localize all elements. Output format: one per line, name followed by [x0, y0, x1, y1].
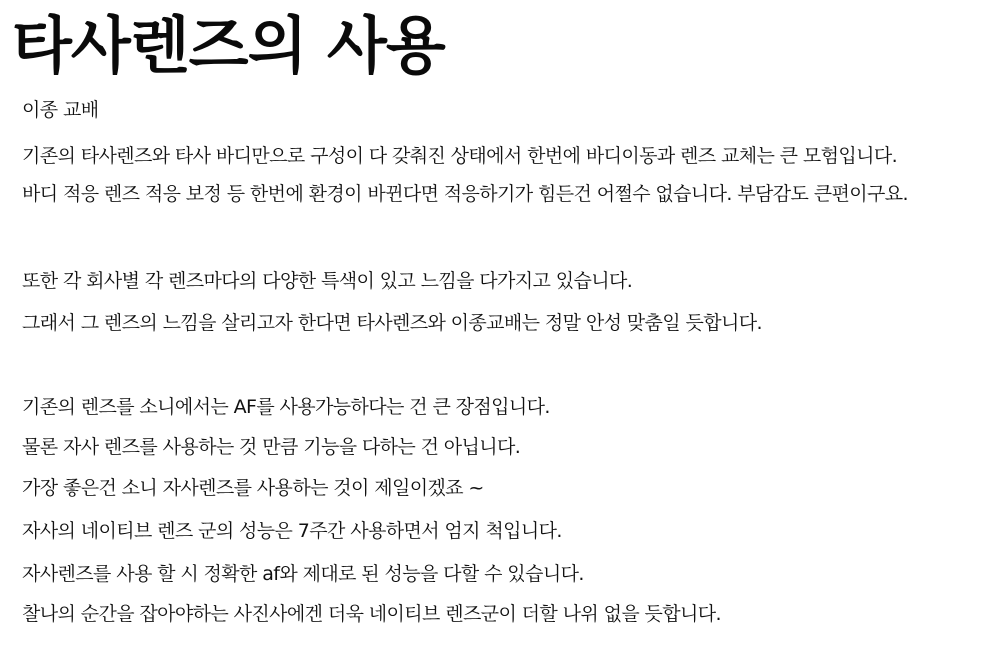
text-line-9: 자사의 네이티브 렌즈 군의 성능은 7주간 사용하면서 엄지 척입니다. — [22, 520, 562, 542]
text-line-10: 자사렌즈를 사용 할 시 정확한 af와 제대로 된 성능을 다할 수 있습니다. — [22, 563, 584, 585]
text-line-8: 가장 좋은건 소니 자사렌즈를 사용하는 것이 제일이겠죠 ~ — [22, 477, 484, 499]
text-line-3: 바디 적응 렌즈 적응 보정 등 한번에 환경이 바뀐다면 적응하기가 힘든건 어쩔수 없습니다. 부담감도 큰편이구요. — [22, 183, 908, 205]
text-line-4: 또한 각 회사별 각 렌즈마다의 다양한 특색이 있고 느낌을 다가지고 있습니다. — [22, 270, 633, 292]
text-line-7: 물론 자사 렌즈를 사용하는 것 만큼 기능을 다하는 건 아닙니다. — [22, 436, 521, 458]
text-line-6: 기존의 렌즈를 소니에서는 AF를 사용가능하다는 건 큰 장점입니다. — [22, 396, 550, 418]
text-line-2: 기존의 타사렌즈와 타사 바디만으로 구성이 다 갖춰진 상태에서 한번에 바디이동과 렌즈 교체는 큰 모험입니다. — [22, 145, 898, 167]
text-line-11: 찰나의 순간을 잡아야하는 사진사에겐 더욱 네이티브 렌즈군이 더할 나위 없을 듯합니다. — [22, 603, 721, 625]
text-line-5: 그래서 그 렌즈의 느낌을 살리고자 한다면 타사렌즈와 이종교배는 정말 안성 맞춤일 듯합니다. — [22, 312, 762, 334]
text-line-1: 이종 교배 — [22, 99, 99, 121]
page-title: 타사렌즈의 사용 — [12, 9, 445, 82]
